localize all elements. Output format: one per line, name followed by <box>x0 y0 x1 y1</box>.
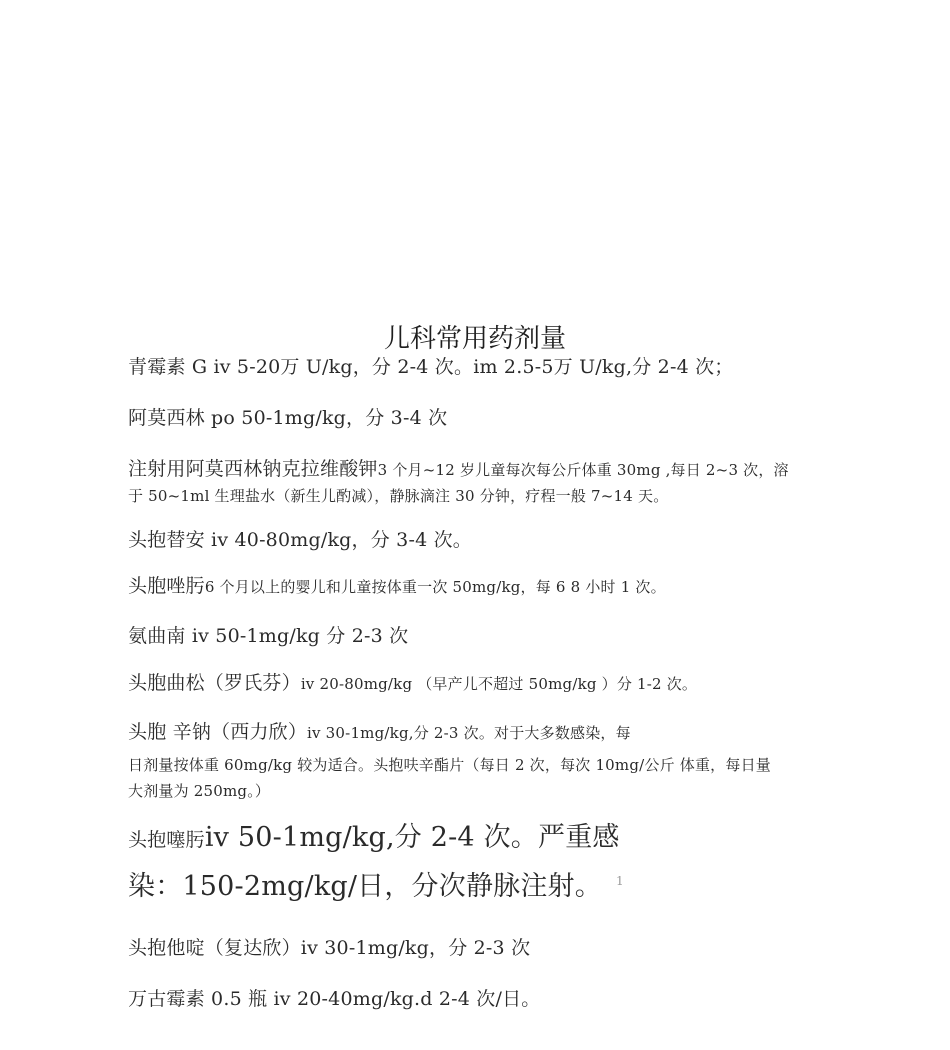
drug-dosage: 3 个月~12 岁儿童每次每公斤体重 30mg ,每日 2~3 次，溶 <box>377 461 789 479</box>
drug-name: 头胞曲松（罗氏芬） <box>128 672 301 694</box>
entry-cefotaxime-cont <box>128 864 624 903</box>
entry-cefuroxime-cont: 日剂量按体重 60mg/kg 较为适合。头抱呋辛酯片（每日 2 次，每次 10mg/公斤 体重，每日量 <box>128 756 771 774</box>
drug-dosage: 6 个月以上的婴儿和儿童按体重一次 50mg/kg，每 6 8 小时 1 次。 <box>204 578 666 596</box>
drug-dosage: iv 20-80mg/kg （早产儿不超过 50mg/kg ）分 1-2 次。 <box>300 675 698 693</box>
drug-dosage-severe: 染：150-2mg/kg/日，分次静脉注射。 <box>128 871 602 902</box>
footnote-marker: 1 <box>615 874 624 888</box>
drug-name: 头抱噻肟 <box>128 829 205 851</box>
entry-cefotiam: 头抱替安 iv 40-80mg/kg，分 3-4 次。 <box>128 529 472 551</box>
entry-ceftazidime: 头抱他啶（复达欣）iv 30-1mg/kg，分 2-3 次 <box>128 937 531 959</box>
drug-dosage: iv 30-1mg/kg,分 2-3 次。对于大多数感染，每 <box>307 724 631 742</box>
drug-name: 头胞 辛钠（西力欣） <box>128 721 308 743</box>
entry-cefuroxime <box>128 717 631 744</box>
drug-name: 头胞唑肟 <box>128 575 205 597</box>
entry-cefotaxime <box>128 815 620 854</box>
entry-amoxicillin-clavulanate-cont: 于 50~1ml 生理盐水（新生儿酌减），静脉滴注 30 分钟，疗程一般 7~14 天。 <box>128 487 669 505</box>
entry-amoxicillin-clavulanate <box>128 454 789 481</box>
drug-name: 注射用阿莫西林钠克拉维酸钾 <box>128 458 378 480</box>
entry-amoxicillin: 阿莫西林 po 50-1mg/kg，分 3-4 次 <box>128 407 448 429</box>
entry-vancomycin: 万古霉素 0.5 瓶 iv 20-40mg/kg.d 2-4 次/日。 <box>128 988 541 1010</box>
entry-ceftizoxime <box>128 571 666 598</box>
page-title: 儿科常用药剂量 <box>383 324 566 354</box>
entry-ceftriaxone <box>128 668 697 695</box>
entry-aztreonam: 氨曲南 iv 50-1mg/kg 分 2-3 次 <box>128 625 409 647</box>
entry-cefuroxime-cont2: 大剂量为 250mg。） <box>128 782 271 800</box>
entry-penicillin: 青霉素 G iv 5-20万 U/kg，分 2-4 次。im 2.5-5万 U/kg,分 2-4 次； <box>128 356 734 378</box>
drug-dosage: iv 50-1mg/kg,分 2-4 次。严重感 <box>204 822 620 853</box>
